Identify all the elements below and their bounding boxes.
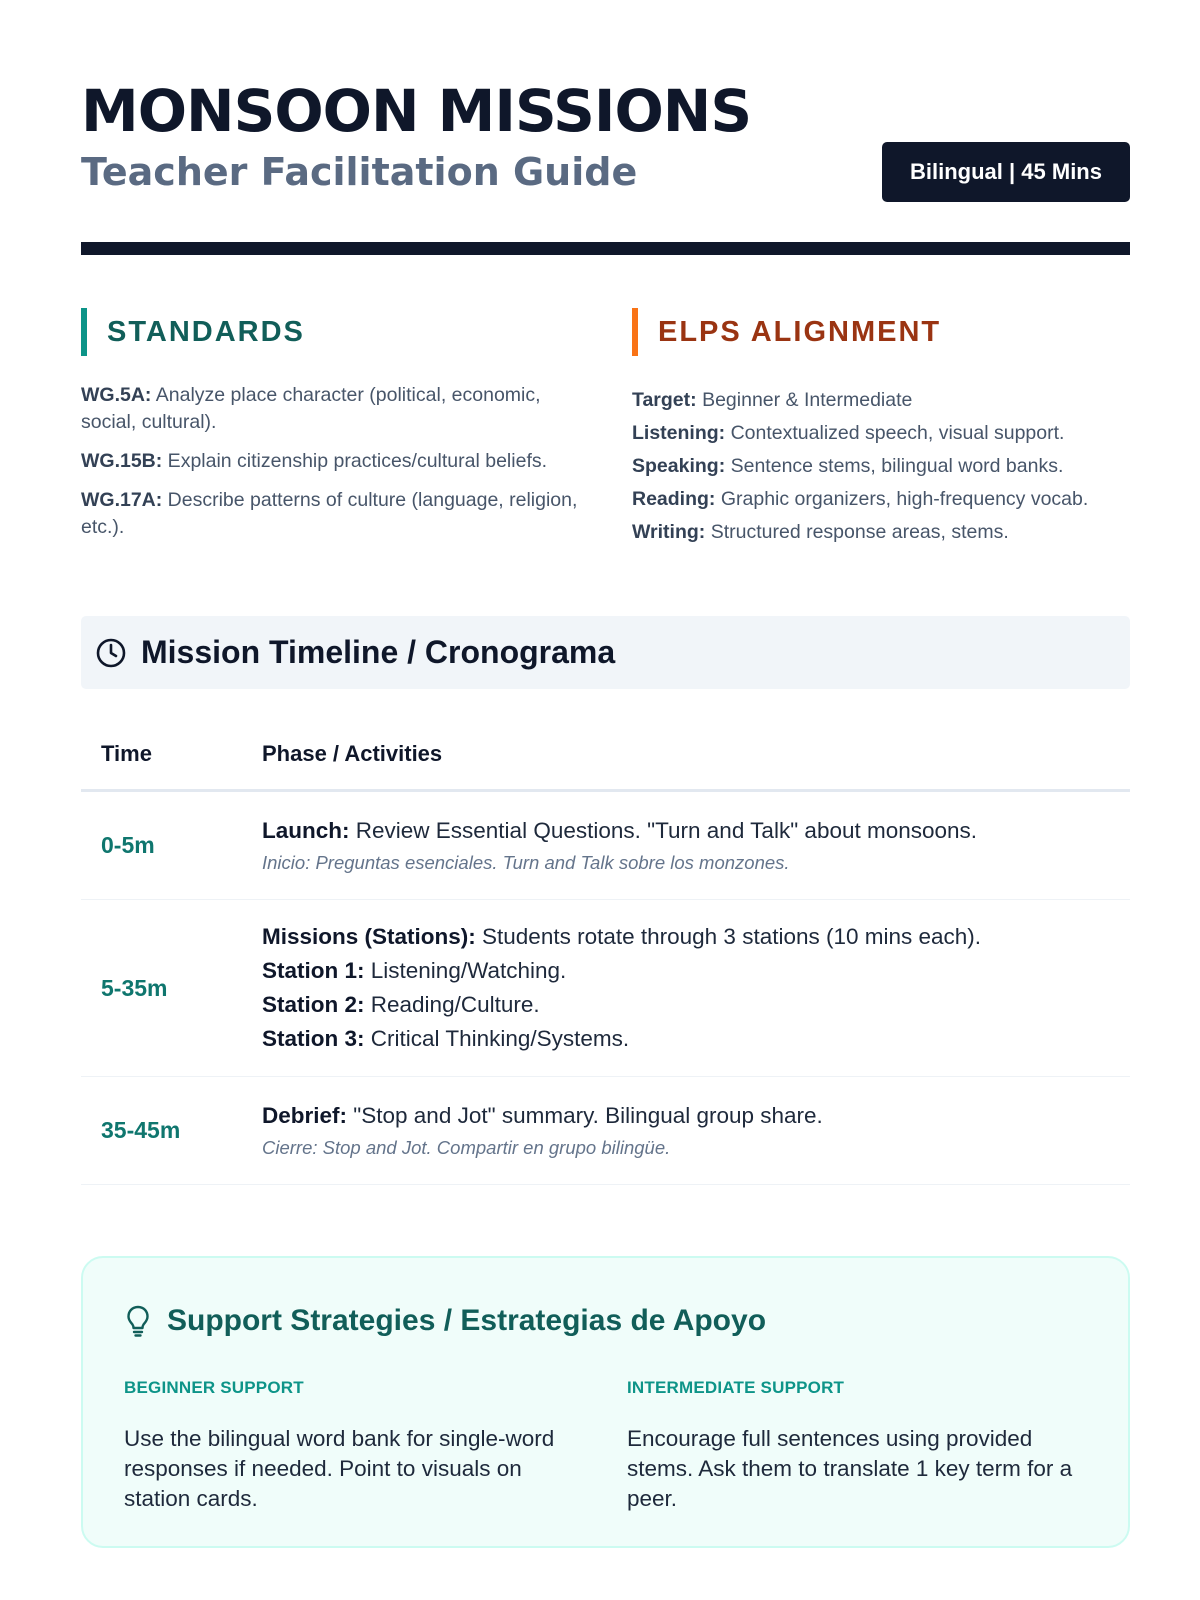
elps-header: [632, 308, 1132, 356]
standard-item: [81, 382, 581, 436]
standard-item: [81, 448, 581, 475]
timeline-heading: Mission Timeline / Cronograma: [141, 634, 616, 670]
intermediate-support-label: INTERMEDIATE SUPPORT: [627, 1378, 845, 1397]
phase-label: Launch:: [262, 817, 350, 843]
elps-item: [632, 516, 1132, 549]
spanish-translation: Inicio: Preguntas esenciales. Turn and Talk sobre los monzones.: [262, 851, 790, 873]
row-time: 0-5m: [101, 832, 155, 858]
elps-text: Contextualized speech, visual support.: [725, 422, 1065, 444]
support-strategies-box: [81, 1256, 1130, 1548]
standard-item: [81, 487, 581, 541]
standards-heading: STANDARDS: [107, 315, 305, 348]
phase-text: "Stop and Jot" summary. Bilingual group share.: [347, 1102, 823, 1128]
beginner-support: [124, 1378, 584, 1514]
station-line: [262, 1022, 1130, 1056]
page-subtitle: Teacher Facilitation Guide: [81, 150, 638, 194]
standard-text: Explain citizenship practices/cultural beliefs.: [162, 450, 548, 472]
elps-label: Speaking:: [632, 455, 726, 477]
alignment-columns: [81, 308, 1130, 548]
row-activity: [262, 1103, 1130, 1159]
elps-item: [632, 450, 1132, 483]
standards-header: [81, 308, 581, 356]
elps-accent-bar: [632, 308, 638, 356]
station-text: Listening/Watching.: [364, 958, 567, 983]
beginner-support-label: BEGINNER SUPPORT: [124, 1378, 304, 1397]
support-header: [123, 1304, 766, 1338]
station-label: Station 1:: [262, 958, 365, 983]
intermediate-support-text: Encourage full sentences using provided stems. Ask them to translate 1 key term for a peer.: [627, 1426, 1073, 1511]
elps-list: [632, 384, 1132, 549]
row-activity: [262, 920, 1130, 1056]
timeline-table: [81, 718, 1130, 1185]
table-header-row: [81, 718, 1130, 792]
elps-text: Beginner & Intermediate: [696, 389, 913, 411]
column-header-activities: Phase / Activities: [262, 740, 443, 766]
page-title: MONSOON MISSIONS: [81, 77, 752, 145]
beginner-support-text: Use the bilingual word bank for single-word responses if needed. Point to visuals on station cards.: [124, 1426, 555, 1511]
table-row: [81, 1077, 1130, 1185]
elps-item: [632, 384, 1132, 417]
spanish-translation: Cierre: Stop and Jot. Compartir en grupo bilingüe.: [262, 1136, 671, 1158]
row-time: 35-45m: [101, 1117, 181, 1143]
clock-icon: [95, 637, 127, 669]
standard-code: WG.15B:: [81, 450, 163, 472]
elps-section: [632, 308, 1132, 549]
standard-text: Analyze place character (political, economic, social, cultural).: [81, 384, 541, 433]
timeline-header: [81, 616, 1130, 689]
elps-item: [632, 483, 1132, 516]
elps-label: Target:: [632, 389, 697, 411]
elps-text: Sentence stems, bilingual word banks.: [725, 455, 1064, 477]
elps-label: Listening:: [632, 422, 726, 444]
elps-label: Reading:: [632, 488, 716, 510]
standards-accent-bar: [81, 308, 87, 356]
elps-label: Writing:: [632, 521, 706, 543]
phase-label: Missions (Stations):: [262, 924, 476, 949]
table-row: [81, 900, 1130, 1077]
standard-code: WG.17A:: [81, 489, 163, 511]
document-page: [81, 0, 1130, 1511]
elps-item: [632, 417, 1132, 450]
station-label: Station 3:: [262, 1026, 365, 1051]
station-text: Critical Thinking/Systems.: [364, 1026, 630, 1051]
standards-list: [81, 382, 581, 541]
phase-text: Students rotate through 3 stations (10 mins each).: [475, 924, 982, 949]
elps-heading: ELPS ALIGNMENT: [658, 315, 942, 348]
station-text: Reading/Culture.: [364, 992, 540, 1017]
header-divider: [81, 242, 1130, 255]
standards-section: [81, 308, 581, 553]
duration-badge: Bilingual | 45 Mins: [882, 142, 1130, 202]
standard-code: WG.5A:: [81, 384, 152, 406]
station-line: [262, 988, 1130, 1022]
station-line: [262, 954, 1130, 988]
station-label: Station 2:: [262, 992, 365, 1017]
elps-text: Structured response areas, stems.: [705, 521, 1009, 543]
lightbulb-icon: [123, 1304, 153, 1338]
document-header: [81, 0, 1130, 256]
intermediate-support: [627, 1378, 1087, 1514]
standard-text: Describe patterns of culture (language, religion, etc.).: [81, 489, 578, 538]
row-activity: [262, 818, 1130, 874]
column-header-time: Time: [101, 740, 152, 766]
phase-text: Review Essential Questions. "Turn and Talk" about monsoons.: [349, 817, 978, 843]
phase-label: Debrief:: [262, 1102, 348, 1128]
support-heading: Support Strategies / Estrategias de Apoyo: [167, 1304, 767, 1337]
elps-text: Graphic organizers, high-frequency vocab.: [715, 488, 1089, 510]
table-row: [81, 792, 1130, 900]
row-time: 5-35m: [101, 974, 168, 1001]
